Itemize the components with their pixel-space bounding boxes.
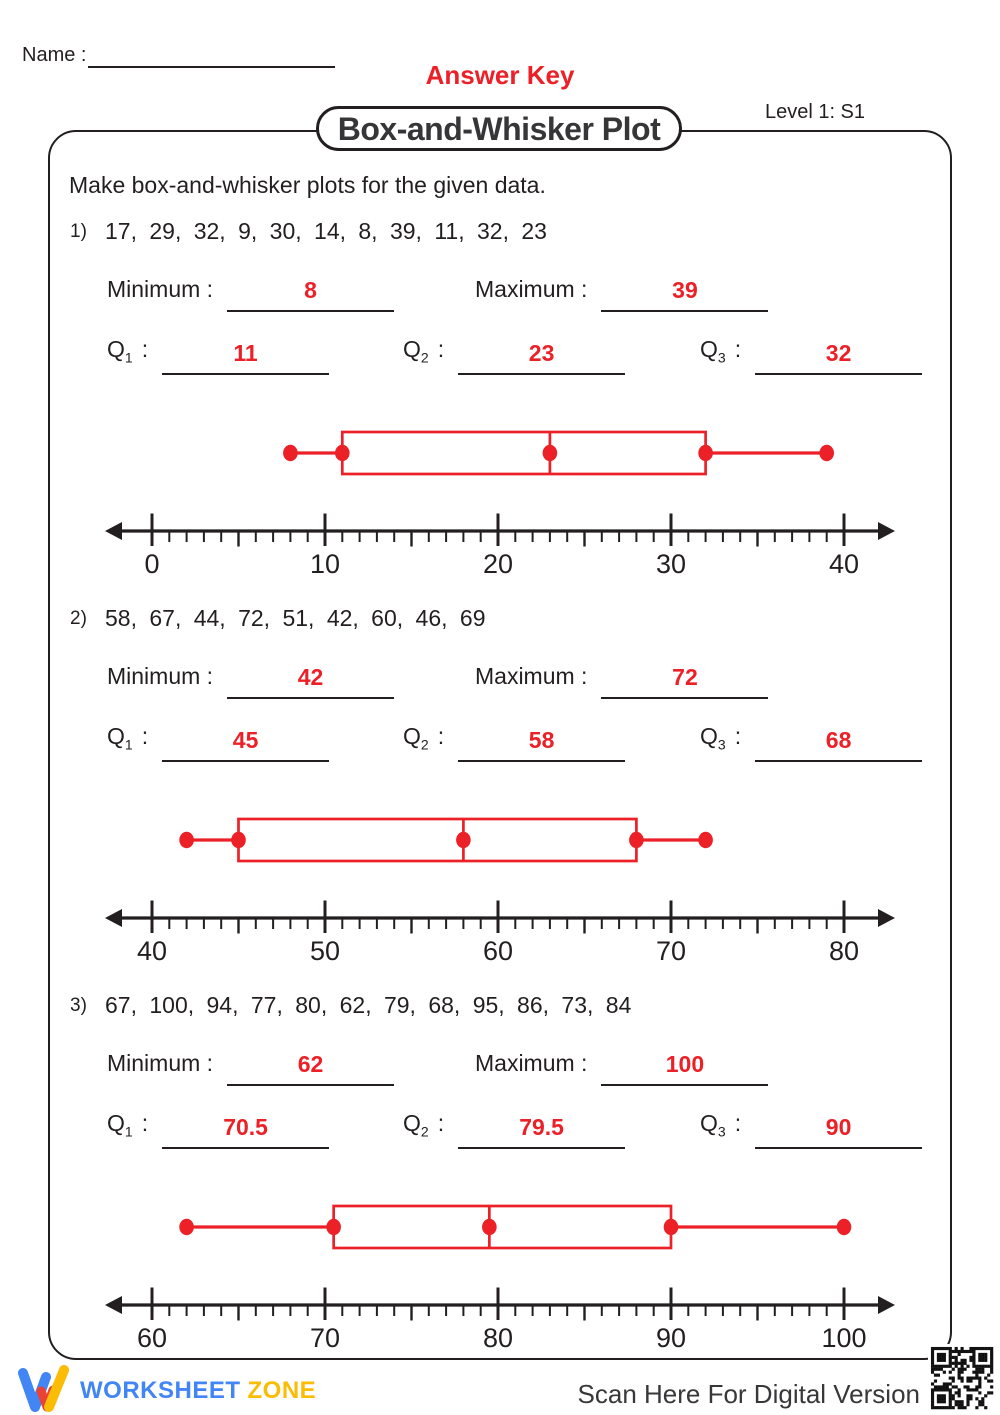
brand-zone-text: ZONE [247, 1377, 317, 1404]
problem-block [0, 605, 1000, 977]
svg-text:30: 30 [655, 549, 687, 579]
q2-answer-group [403, 1110, 625, 1149]
svg-text:50: 50 [309, 936, 341, 966]
svg-text:100: 100 [821, 1323, 867, 1353]
maximum-label: Maximum : [475, 276, 588, 302]
svg-text:10: 10 [309, 549, 341, 579]
svg-text:40: 40 [136, 936, 168, 966]
q3-label: $Q_3$ : [700, 336, 742, 366]
svg-text:70: 70 [655, 936, 687, 966]
svg-text:70: 70 [309, 1323, 341, 1353]
scan-here-text: Scan Here For Digital Version [577, 1379, 920, 1409]
maximum-label: Maximum : [475, 1050, 588, 1076]
q3-answer-line [755, 340, 922, 375]
svg-text:60: 60 [482, 936, 514, 966]
maximum-answer-line [601, 664, 768, 699]
q1-value: 70.5 [223, 1113, 268, 1140]
q2-label: $Q_2$ : [403, 723, 445, 753]
problem-block [0, 992, 1000, 1364]
maximum-value: 72 [672, 664, 698, 690]
box-plot-chart [100, 415, 900, 579]
minimum-value: 8 [304, 277, 317, 303]
minimum-label: Minimum : [107, 276, 214, 302]
level-badge: Level 1: S1 [764, 101, 866, 123]
svg-text:90: 90 [655, 1323, 687, 1353]
problem-data-list: 17, 29, 32, 9, 30, 14, 8, 39, 11, 32, 23 [105, 218, 547, 244]
maximum-answer-group [475, 663, 768, 699]
q1-label: $Q_1$ : [107, 1110, 149, 1140]
q1-answer-group [107, 336, 329, 375]
q3-label: $Q_3$ : [700, 723, 742, 753]
q1-label: $Q_1$ : [107, 336, 149, 366]
q3-answer-group [700, 723, 922, 762]
q2-answer-line [458, 727, 625, 762]
maximum-value: 100 [665, 1051, 705, 1077]
q1-answer-group [107, 1110, 329, 1149]
q3-answer-line [755, 1114, 922, 1149]
q1-value: 11 [233, 339, 258, 366]
minimum-value: 42 [297, 664, 324, 690]
minimum-value: 62 [297, 1051, 324, 1077]
maximum-answer-group [475, 276, 768, 312]
problem-number: 1) [70, 221, 87, 242]
name-label: Name : [22, 44, 87, 66]
q1-answer-line [162, 1114, 329, 1149]
q2-value: 58 [528, 726, 555, 753]
svg-text:80: 80 [482, 1323, 514, 1353]
svg-text:40: 40 [828, 549, 860, 579]
brand-worksheet-text: WORKSHEET [80, 1377, 241, 1404]
q3-value: 32 [825, 339, 852, 366]
maximum-answer-line [601, 277, 768, 312]
q1-value: 45 [232, 726, 259, 753]
q3-value: 90 [825, 1113, 852, 1140]
q2-answer-group [403, 336, 625, 375]
svg-text:80: 80 [828, 936, 860, 966]
q2-value: 23 [528, 339, 555, 366]
q3-answer-group [700, 336, 922, 375]
maximum-value: 39 [672, 277, 698, 303]
worksheet-title-text: Box-and-Whisker Plot [337, 111, 661, 147]
q2-answer-group [403, 723, 625, 762]
qr-code-icon [928, 1344, 996, 1412]
q3-answer-group [700, 1110, 922, 1149]
minimum-label: Minimum : [107, 663, 214, 689]
q2-answer-line [458, 340, 625, 375]
svg-text:0: 0 [144, 549, 160, 579]
problem-number: 2) [70, 608, 87, 629]
svg-text:60: 60 [136, 1323, 168, 1353]
q2-label: $Q_2$ : [403, 336, 445, 366]
maximum-label: Maximum : [475, 663, 588, 689]
minimum-answer-line [227, 1051, 394, 1086]
minimum-answer-line [227, 277, 394, 312]
maximum-answer-group [475, 1050, 768, 1086]
minimum-answer-group [107, 663, 394, 699]
svg-text:20: 20 [482, 549, 514, 579]
minimum-label: Minimum : [107, 1050, 214, 1076]
box-plot-chart [100, 802, 900, 966]
answer-key-label: Answer Key [425, 60, 575, 90]
worksheet-title [316, 106, 682, 151]
problem-block [0, 218, 1000, 590]
q3-answer-line [755, 727, 922, 762]
q1-label: $Q_1$ : [107, 723, 149, 753]
q3-label: $Q_3$ : [700, 1110, 742, 1140]
problem-number: 3) [70, 995, 87, 1016]
q1-answer-line [162, 727, 329, 762]
minimum-answer-group [107, 276, 394, 312]
problem-data-list: 67, 100, 94, 77, 80, 62, 79, 68, 95, 86, 73, 84 [105, 992, 632, 1018]
q3-value: 68 [825, 726, 852, 753]
q1-answer-group [107, 723, 329, 762]
q2-value: 79.5 [519, 1113, 564, 1140]
minimum-answer-group [107, 1050, 394, 1086]
problem-data-list: 58, 67, 44, 72, 51, 42, 60, 46, 69 [105, 605, 486, 631]
maximum-answer-line [601, 1051, 768, 1086]
box-plot-chart [100, 1189, 900, 1353]
minimum-answer-line [227, 664, 394, 699]
instructions-text: Make box-and-whisker plots for the given data. [69, 172, 546, 198]
q1-answer-line [162, 340, 329, 375]
q2-label: $Q_2$ : [403, 1110, 445, 1140]
q2-answer-line [458, 1114, 625, 1149]
